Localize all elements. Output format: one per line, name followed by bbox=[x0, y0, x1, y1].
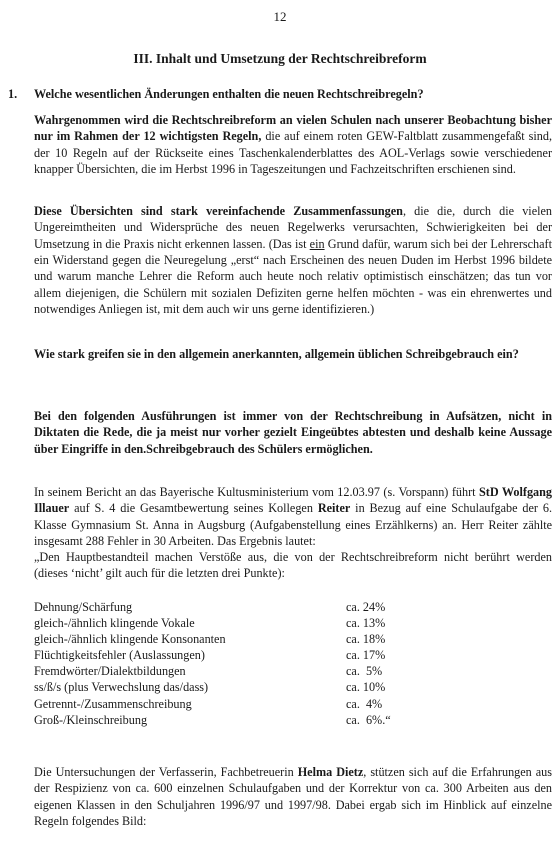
paragraph-2-underlined: ein bbox=[309, 236, 325, 251]
stat-label: Getrennt-/Zusammenschreibung bbox=[34, 696, 192, 711]
error-statistics-table bbox=[34, 599, 426, 728]
paragraph-3: Bei den folgenden Ausführungen ist immer von der Rechtschreibung in Aufsätzen, nicht in Diktaten die Rede, die ja meist nur vorher gezielt Eingeübtes abtesten und deshalb keine Aussage über Eingriffe in den.Schreibgebrauch des Schülers ermöglichen. bbox=[34, 409, 552, 456]
question-1-text: Welche wesentlichen Änderungen enthalten die neuen Rechtschreibregeln? bbox=[34, 87, 424, 101]
stat-label: Fremdwörter/Dialektbildungen bbox=[34, 664, 186, 679]
paragraph-1-bold: Wahrgenommen wird die Rechtschreibreform an vielen Schulen nach unserer Beobachtung bisher nur im Rahmen der 12 wichtigsten Regeln, bbox=[34, 113, 552, 144]
stat-value: ca. 18% bbox=[346, 632, 386, 647]
paragraph-1-text: die auf einem roten GEW-Faltblatt zusammengefaßt sind, der 10 Regeln auf der Rückseite eines Taschenkalenderblattes des AOL-Verlags sowie verschiedener knapper Übersichten, die im Herbst 1996 in Tageszeitungen und Fachzeitschriften erschienen sind. bbox=[34, 129, 552, 177]
paragraph-4-text-a: In seinem Bericht an das Bayerische Kultusministerium vom 12.03.97 (s. Vorspann) führt bbox=[34, 485, 479, 499]
stat-value: ca. 24% bbox=[346, 600, 386, 614]
stat-label: ss/ß/s (plus Verwechslung das/dass) bbox=[34, 680, 209, 695]
paragraph-2-bold: Diese Übersichten sind stark vereinfachende Zusammenfassungen bbox=[34, 204, 403, 218]
stat-row bbox=[34, 696, 426, 712]
stat-value: ca. 10% bbox=[346, 680, 386, 695]
paragraph-2-text-a: , die die, durch die vielen Ungereimtheiten und Widersprüche des neuen Regelwerks verursachten, Schwierigkeiten bei der Umsetzung in die Praxis nicht erkennen lassen. (Das ist bbox=[34, 204, 552, 251]
section-heading: III. Inhalt und Umsetzung der Rechtschreibreform bbox=[133, 51, 427, 66]
stat-value: ca. 17% bbox=[346, 648, 386, 663]
paragraph-5-text-b: , stützen sich auf die Erfahrungen aus der Respizienz von ca. 600 einzelnen Schulaufgaben und der Korrektur von ca. 300 Arbeiten aus den eigenen Klassen in den Schuljahren 1996/97 und 1997/98. Dabei ergab sich im Hinblick auf einzelne Regeln folgendes Bild: bbox=[34, 765, 552, 829]
paragraph-2-text-b: Grund dafür, warum sich bei der Lehrerschaft ein Widerstand gegen die Neuregelung „erst“ nach Erscheinen des neuen Duden im Herbst 1996 bildete und warum manche Lehrer die Reform auch heute noch relativ optimistisch einschätzen; das tun vor allem diejenigen, die Schülern mit sozialen Defiziten gerne helfen möchten - was ein ehrenwertes und notwendiges Anliegen ist, mit dem auch wir uns gerne identifizieren.) bbox=[34, 236, 552, 317]
stat-value: ca. 4% bbox=[346, 696, 383, 711]
page-number: 12 bbox=[273, 9, 287, 24]
stat-label: Groß-/Kleinschreibung bbox=[34, 712, 148, 727]
stat-label: Flüchtigkeitsfehler (Auslassungen) bbox=[34, 648, 205, 663]
question-2: Wie stark greifen sie in den allgemein anerkannten, allgemein üblichen Schreibgebrauch ein? bbox=[34, 347, 519, 361]
stat-row bbox=[34, 712, 426, 728]
author-name: StD Wolfgang Illauer bbox=[34, 485, 552, 516]
stat-value: ca. 6%.“ bbox=[346, 712, 391, 727]
paragraph-5-text-a: Die Untersuchungen der Verfasserin, Fachbetreuerin bbox=[34, 765, 298, 779]
paragraph-2 bbox=[34, 203, 552, 317]
colleague-name: Reiter bbox=[317, 501, 351, 516]
stat-row bbox=[34, 679, 426, 695]
stat-value: ca. 5% bbox=[346, 664, 383, 679]
paragraph-5 bbox=[34, 764, 552, 829]
stat-row bbox=[34, 663, 426, 679]
stat-label: gleich-/ähnlich klingende Konsonanten bbox=[34, 632, 226, 647]
stat-row bbox=[34, 631, 426, 647]
supervisor-name: Helma Dietz bbox=[297, 765, 364, 779]
stat-row bbox=[34, 647, 426, 663]
stat-label: Dehnung/Schärfung bbox=[34, 600, 133, 614]
paragraph-4-text-b: auf S. 4 die Gesamtbewertung seines Kollegen bbox=[69, 501, 318, 516]
question-1-number: 1. bbox=[8, 87, 18, 101]
quote-paragraph: „Den Hauptbestandteil machen Verstöße aus, die von der Rechtschreibreform nicht berührt werden (dieses ‘nicht’ gilt auch für die letzten drei Punkte): bbox=[34, 550, 552, 581]
stat-row bbox=[34, 615, 426, 631]
paragraph-4-text-c: in Bezug auf eine Schulaufgabe der 6. Klasse Gymnasium St. Anna in Augsburg (Aufgabenstellung eines Erzählkerns) an. Herr Reiter zählte insgesamt 288 Fehler in 30 Arbeiten. Das Ergebnis lautet: bbox=[34, 501, 553, 549]
stat-row bbox=[34, 599, 426, 615]
paragraph-4 bbox=[34, 484, 552, 549]
stat-value: ca. 13% bbox=[346, 616, 386, 631]
stat-label: gleich-/ähnlich klingende Vokale bbox=[34, 616, 195, 631]
paragraph-1 bbox=[34, 112, 552, 177]
